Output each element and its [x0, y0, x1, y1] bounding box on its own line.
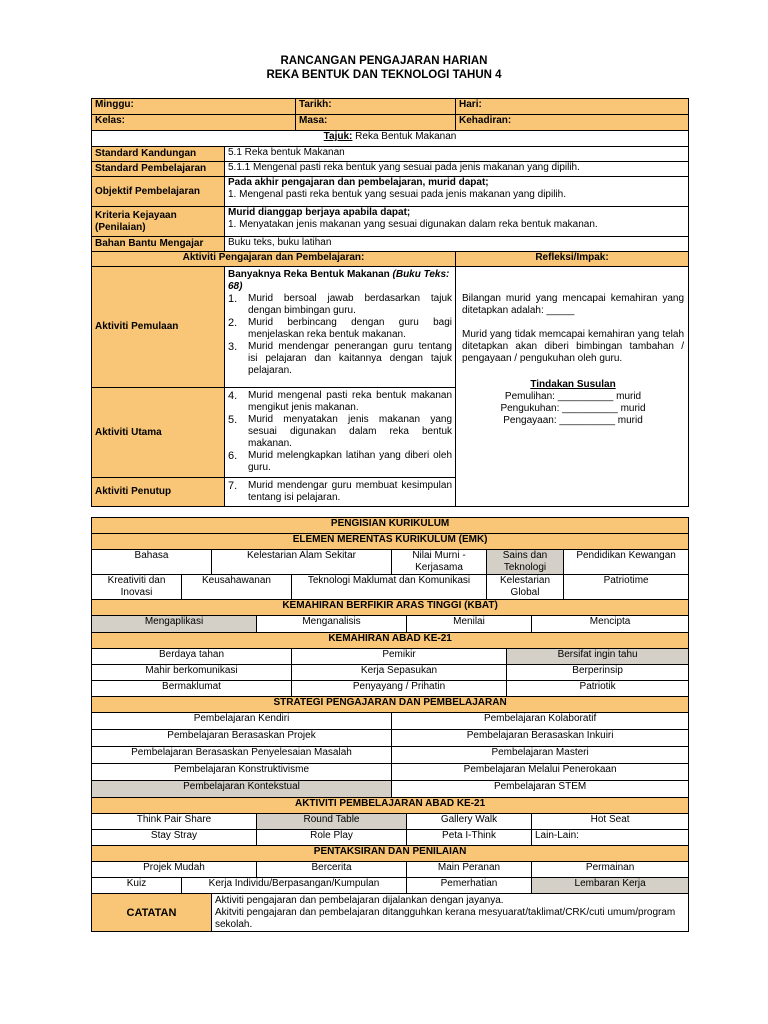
strategi-item[interactable]: Pembelajaran Melalui Penerokaan: [392, 764, 689, 781]
objektif-intro: Pada akhir pengajaran dan pembelajaran, murid dapat;: [228, 177, 489, 188]
tindakan-susulan-title: Tindakan Susulan: [530, 379, 616, 390]
kbat-band: KEMAHIRAN BERFIKIR ARAS TINGGI (KBAT): [92, 600, 689, 616]
pentaksiran-item-selected[interactable]: Lembaran Kerja: [532, 878, 689, 894]
refleksi-p1: Bilangan murid yang mencapai kemahiran yang ditetapkan adalah: _____: [462, 293, 685, 316]
abad21-item[interactable]: Patriotik: [507, 681, 689, 697]
aktiviti-penutup-cell: [225, 478, 456, 507]
kelas-field[interactable]: Kelas:: [92, 115, 296, 131]
emk-item[interactable]: Keusahawanan: [182, 575, 292, 600]
pentaksiran-item[interactable]: Projek Mudah: [92, 862, 257, 878]
kbat-item[interactable]: Mencipta: [532, 616, 689, 633]
lesson-plan-table: [91, 98, 689, 507]
hari-field[interactable]: Hari:: [456, 99, 689, 115]
minggu-field[interactable]: Minggu:: [92, 99, 296, 115]
objektif-label: Objektif Pembelajaran: [92, 177, 225, 207]
bahan-value: Buku teks, buku latihan: [225, 237, 689, 252]
kriteria-label-line1: Kriteria Kejayaan: [95, 209, 177, 221]
refleksi-cell: [456, 267, 689, 507]
aktiviti-heading-title: Banyaknya Reka Bentuk Makanan: [228, 269, 390, 280]
tajuk-row: [92, 131, 689, 147]
strategi-item[interactable]: Pembelajaran STEM: [392, 781, 689, 798]
tajuk-label: Tajuk:: [323, 131, 353, 142]
pengisian-kurikulum-band: PENGISIAN KURIKULUM: [92, 518, 689, 534]
pemulihan-line: Pemulihan: __________ murid: [504, 391, 642, 402]
abad21-item[interactable]: Kerja Sepasukan: [292, 665, 507, 681]
standard-kandungan-label: Standard Kandungan: [92, 147, 225, 162]
abad21-item-selected[interactable]: Bersifat ingin tahu: [507, 649, 689, 665]
kbat-item-selected[interactable]: Mengaplikasi: [92, 616, 257, 633]
aktiviti21-lain-lain[interactable]: Lain-Lain:: [532, 830, 689, 846]
strategi-item[interactable]: Pembelajaran Berasaskan Penyelesaian Masalah: [92, 747, 392, 764]
strategi-item[interactable]: Pembelajaran Berasaskan Projek: [92, 730, 392, 747]
abad21-item[interactable]: Penyayang / Prihatin: [292, 681, 507, 697]
pemulaan-list: [228, 293, 452, 377]
catatan-label: CATATAN: [92, 894, 212, 932]
catatan-cell: [212, 894, 689, 932]
pentaksiran-item[interactable]: Main Peranan: [407, 862, 532, 878]
list-item: 5. Murid menyatakan jenis makanan yang sesuai digunakan dalam reka bentuk makanan.: [228, 414, 453, 449]
aktiviti21-item-selected[interactable]: Round Table: [257, 814, 407, 830]
aktiviti21-item[interactable]: Stay Stray: [92, 830, 257, 846]
standard-kandungan-value: 5.1 Reka bentuk Makanan: [225, 147, 689, 162]
emk-item[interactable]: Teknologi Maklumat dan Komunikasi: [292, 575, 487, 600]
document-title: RANCANGAN PENGAJARAN HARIAN: [280, 55, 488, 67]
strategi-item[interactable]: Pembelajaran Kolaboratif: [392, 713, 689, 730]
list-item: 2. Murid berbincang dengan guru bagi menjelaskan reka bentuk makanan.: [228, 317, 453, 340]
kriteria-item: 1. Menyatakan jenis makanan yang sesuai digunakan dalam reka bentuk makanan.: [228, 219, 598, 230]
pentaksiran-item[interactable]: Bercerita: [257, 862, 407, 878]
strategi-band: STRATEGI PENGAJARAN DAN PEMBELAJARAN: [92, 697, 689, 713]
aktiviti21-item[interactable]: Role Play: [257, 830, 407, 846]
aktiviti-heading-ref: (Buku Teks: 68): [228, 269, 450, 292]
list-item: 1. Murid bersoal jawab berdasarkan tajuk dengan bimbingan guru.: [228, 293, 453, 316]
aktiviti-heading: [228, 269, 452, 293]
objektif-item: 1. Mengenal pasti reka bentuk yang sesuai pada jenis makanan yang dipilih.: [228, 189, 566, 200]
aktiviti21-item[interactable]: Peta I-Think: [407, 830, 532, 846]
catatan-line2: Akitviti pengajaran dan pembelajaran ditangguhkan kerana mesyuarat/taklimat/CRK/cuti umum/program sekolah.: [215, 907, 676, 930]
aktiviti-penutup-label: Aktiviti Penutup: [92, 478, 225, 507]
refleksi-p2: Murid yang tidak memcapai kemahiran yang telah ditetapkan akan diberi bimbingan tambahan / pengayaan / pengukuhan oleh guru.: [462, 329, 685, 364]
strategi-item[interactable]: Pembelajaran Berasaskan Inkuiri: [392, 730, 689, 747]
list-item: 6. Murid melengkapkan latihan yang diberi oleh guru.: [228, 450, 453, 473]
pentaksiran-item[interactable]: Permainan: [532, 862, 689, 878]
kriteria-label-line2: (Penilaian): [95, 221, 146, 233]
catatan-line1: Aktiviti pengajaran dan pembelajaran dijalankan dengan jayanya.: [215, 895, 504, 906]
abad21-item[interactable]: Berperinsip: [507, 665, 689, 681]
pentaksiran-item[interactable]: Pemerhatian: [407, 878, 532, 894]
utama-list: [228, 390, 452, 474]
pentaksiran-item[interactable]: Kerja Individu/Berpasangan/Kumpulan: [182, 878, 407, 894]
list-item: 7. Murid mendengar guru membuat kesimpulan tentang isi pelajaran.: [228, 480, 453, 503]
list-item: 3. Murid mendengar penerangan guru tentang isi pelajaran dan kaitannya dengan tajuk pelajaran.: [228, 341, 453, 376]
bahan-label: Bahan Bantu Mengajar: [92, 237, 225, 252]
abad21-item[interactable]: Mahir berkomunikasi: [92, 665, 292, 681]
standard-pembelajaran-value: 5.1.1 Mengenal pasti reka bentuk yang sesuai pada jenis makanan yang dipilih.: [225, 162, 689, 177]
kriteria-label: [92, 207, 225, 237]
emk-item[interactable]: Kelestarian Global: [487, 575, 564, 600]
aktiviti-utama-label: Aktiviti Utama: [92, 388, 225, 478]
aktiviti21-item[interactable]: Gallery Walk: [407, 814, 532, 830]
objektif-cell: [225, 177, 689, 207]
emk-item[interactable]: Patriotime: [564, 575, 689, 600]
kbat-item[interactable]: Menganalisis: [257, 616, 407, 633]
aktiviti21-item[interactable]: Think Pair Share: [92, 814, 257, 830]
tajuk-value: Reka Bentuk Makanan: [355, 131, 457, 142]
abad21-item[interactable]: Berdaya tahan: [92, 649, 292, 665]
kehadiran-field[interactable]: Kehadiran:: [456, 115, 689, 131]
curriculum-table: [91, 517, 689, 932]
masa-field[interactable]: Masa:: [296, 115, 456, 131]
abad21-item[interactable]: Bermaklumat: [92, 681, 292, 697]
refleksi-header: Refleksi/Impak:: [456, 252, 689, 267]
aktiviti-pemulaan-label: Aktiviti Pemulaan: [92, 267, 225, 388]
pentaksiran-band: PENTAKSIRAN DAN PENILAIAN: [92, 846, 689, 862]
tarikh-field[interactable]: Tarikh:: [296, 99, 456, 115]
abad21-band: KEMAHIRAN ABAD KE-21: [92, 633, 689, 649]
emk-item-selected[interactable]: Sains dan Teknologi: [487, 550, 564, 575]
strategi-item-selected[interactable]: Pembelajaran Kontekstual: [92, 781, 392, 798]
aktiviti21-item[interactable]: Hot Seat: [532, 814, 689, 830]
aktiviti-utama-cell: [225, 388, 456, 478]
pengukuhan-line: Pengukuhan: __________ murid: [500, 403, 646, 414]
aktiviti-pemulaan-cell: [225, 267, 456, 388]
aktiviti-header: Aktiviti Pengajaran dan Pembelajaran:: [92, 252, 456, 267]
emk-band: ELEMEN MERENTAS KURIKULUM (EMK): [92, 534, 689, 550]
list-item: 4. Murid mengenal pasti reka bentuk makanan mengikut jenis makanan.: [228, 390, 453, 413]
kriteria-cell: [225, 207, 689, 237]
emk-item[interactable]: Kelestarian Alam Sekitar: [212, 550, 392, 575]
kbat-item[interactable]: Menilai: [407, 616, 532, 633]
strategi-item[interactable]: Pembelajaran Masteri: [392, 747, 689, 764]
document-subtitle: REKA BENTUK DAN TEKNOLOGI TAHUN 4: [266, 69, 502, 81]
pengayaan-line: Pengayaan: __________ murid: [503, 415, 643, 426]
penutup-list: [228, 480, 452, 504]
kriteria-intro: Murid dianggap berjaya apabila dapat;: [228, 207, 411, 218]
emk-item[interactable]: Pendidikan Kewangan: [564, 550, 689, 575]
strategi-item[interactable]: Pembelajaran Konstruktivisme: [92, 764, 392, 781]
emk-item[interactable]: Nilai Murni - Kerjasama: [392, 550, 487, 575]
emk-item[interactable]: Bahasa: [92, 550, 212, 575]
strategi-item[interactable]: Pembelajaran Kendiri: [92, 713, 392, 730]
aktiviti21-band: AKTIVITI PEMBELAJARAN ABAD KE-21: [92, 798, 689, 814]
pentaksiran-item[interactable]: Kuiz: [92, 878, 182, 894]
emk-item[interactable]: Kreativiti dan Inovasi: [92, 575, 182, 600]
abad21-item[interactable]: Pemikir: [292, 649, 507, 665]
standard-pembelajaran-label: Standard Pembelajaran: [92, 162, 225, 177]
